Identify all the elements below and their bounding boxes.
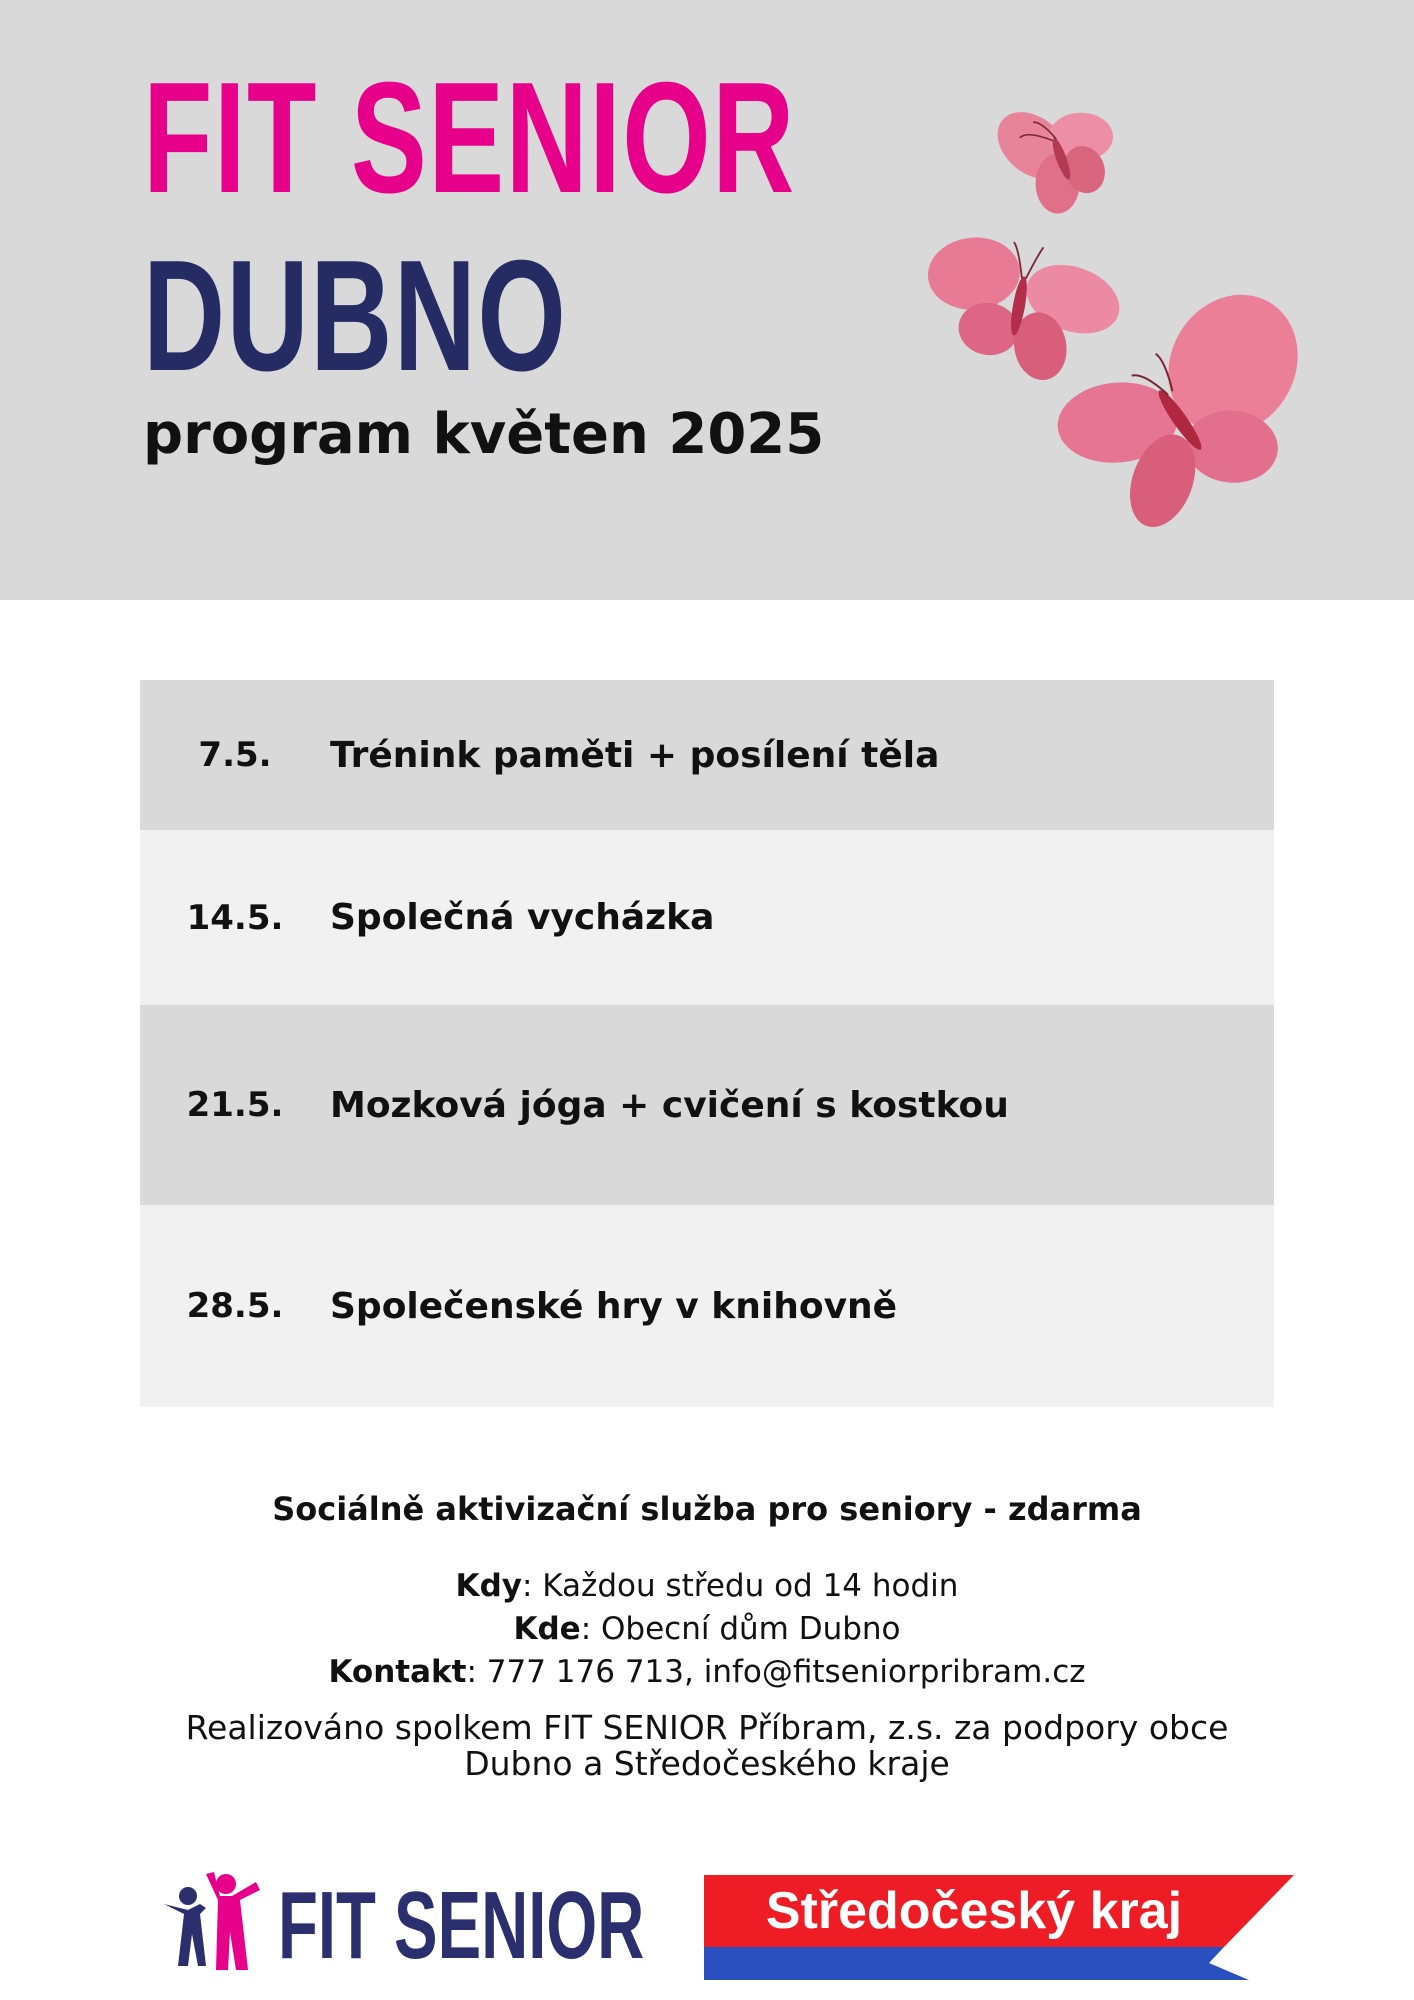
service-description: Sociálně aktivizační služba pro seniory - zdarma — [272, 1490, 1142, 1528]
contact-value: : 777 176 713, info@fitseniorpribram.cz — [466, 1654, 1086, 1690]
realized-line-2: Dubno a Středočeského kraje — [464, 1744, 950, 1783]
contact-label: Kontakt — [328, 1654, 467, 1690]
event-details — [0, 1565, 1414, 1694]
where-label: Kde — [513, 1611, 581, 1647]
where-value: : Obecní dům Dubno — [580, 1611, 901, 1647]
schedule-date: 28.5. — [186, 1286, 284, 1326]
butterfly-small-icon — [975, 85, 1142, 236]
schedule-date: 14.5. — [186, 897, 284, 938]
schedule-row — [140, 1005, 1274, 1205]
contact-line — [0, 1651, 1414, 1694]
fit-senior-figures-icon — [160, 1870, 270, 1980]
schedule-date: 7.5. — [198, 735, 272, 775]
title-fit-senior: FIT SENIOR — [143, 50, 796, 226]
schedule-date: 21.5. — [186, 1085, 284, 1125]
butterflies-illustration — [920, 85, 1320, 545]
when-value: : Každou středu od 14 hodin — [521, 1568, 959, 1604]
schedule-activity: Mozková jóga + cvičení s kostkou — [330, 1084, 1009, 1126]
title-dubno: DUBNO — [143, 228, 568, 404]
where-line — [0, 1608, 1414, 1651]
realized-note — [0, 1710, 1414, 1782]
stredocesky-kraj-logo — [704, 1875, 1294, 1980]
when-line — [0, 1565, 1414, 1608]
schedule-row — [140, 830, 1274, 1005]
butterfly-medium-icon — [920, 218, 1134, 399]
fit-senior-logo — [160, 1870, 645, 1980]
schedule-row — [140, 680, 1274, 830]
schedule-activity: Společenské hry v knihovně — [330, 1285, 898, 1327]
program-subtitle: program květen 2025 — [143, 402, 825, 467]
schedule-activity: Trénink paměti + posílení těla — [330, 734, 940, 776]
realized-line-1: Realizováno spolkem FIT SENIOR Příbram, z.s. za podpory obce — [185, 1708, 1229, 1747]
schedule-activity: Společná vycházka — [330, 897, 715, 938]
kraj-logo-text: Středočeský kraj — [765, 1882, 1183, 1940]
fit-senior-logo-text: FIT SENIOR — [278, 1872, 645, 1979]
schedule-table — [140, 680, 1274, 1407]
schedule-row — [140, 1205, 1274, 1407]
when-label: Kdy — [455, 1568, 522, 1604]
header-banner — [0, 0, 1414, 600]
